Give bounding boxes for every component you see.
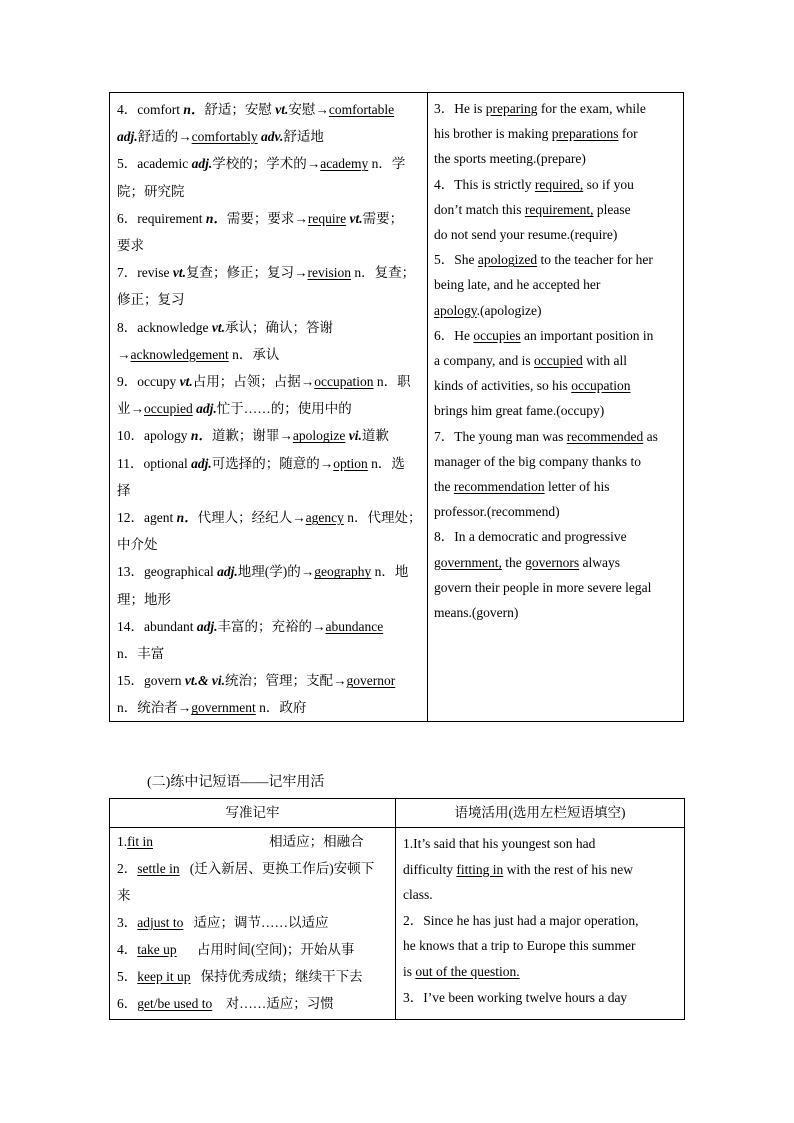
exercise-line: being late, and he accepted her [434,277,601,293]
phrase-table-header-right: 语境活用(选用左栏短语填空) [396,799,684,828]
vocab-line: n．丰富 [117,646,165,662]
vocab-line: 业→occupied adj.忙于……的；使用中的 [117,401,352,417]
vocab-line: →acknowledgement n．承认 [117,346,280,362]
vocab-line: 9．occupy vt.占用；占领；占据→occupation n．职 [117,374,411,390]
exercise-line: the sports meeting.(prepare) [434,151,586,167]
vocab-line: 6．requirement n．需要；要求→require vt.需要； [117,210,404,226]
vocab-line: adj.舒适的→comfortably adv.舒适地 [117,129,324,145]
exercise-line: govern their people in more severe legal [434,579,652,595]
exercise-line: don’t match this requirement, please [434,201,631,217]
exercise-line: he knows that a trip to Europe this summer [403,938,636,954]
vocab-line: 理；地形 [117,591,171,607]
vocab-line: 院；研究院 [117,183,185,199]
phrase-table [109,798,685,1020]
exercise-line: 1.It’s said that his youngest son had [403,836,596,851]
phrase-list [110,828,396,1019]
phrase-exercise-list [396,828,684,1019]
exercise-line: a company, and is occupied with all [434,353,627,369]
vocabulary-table [109,92,684,722]
phrase-row: 2．settle in (迁入新居、更换工作后)安顿下 [117,861,375,876]
exercise-line: 5．She apologized to the teacher for her [434,252,653,268]
phrase-row: 4．take up 占用时间(空间)；开始从事 [117,942,355,957]
exercise-line: his brother is making preparations for [434,126,638,142]
vocab-line: 要求 [117,238,144,254]
phrase-table-header-left: 写准记牢 [110,799,396,828]
vocab-line: 10．apology n．道歉；谢罪→apologize vi.道歉 [117,428,389,444]
exercise-line: brings him great fame.(occupy) [434,403,605,419]
vocabulary-exercise-list [428,93,683,721]
vocab-line: 13．geographical adj.地理(学)的→geography n．地 [117,564,409,580]
phrase-row: 6．get/be used to 对……适应；习惯 [117,996,334,1011]
exercise-line: is out of the question. [403,963,520,979]
section-heading: (二)练中记短语——记牢用活 [147,775,325,790]
vocab-line: 8．acknowledge vt.承认；确认；答谢 [117,319,333,335]
exercise-line: the recommendation letter of his [434,479,610,495]
exercise-line: 3．He is preparing for the exam, while [434,101,646,116]
vocab-line: 15．govern vt.& vi.统治；管理；支配→governor [117,673,396,689]
phrase-row: 1.fit in 相适应；相融合 [117,834,364,849]
exercise-line: 2．Since he has just had a major operation, [403,912,639,928]
vocab-line: 择 [117,482,131,498]
exercise-line: professor.(recommend) [434,504,560,520]
phrase-row: 3．adjust to 适应；调节……以适应 [117,915,329,930]
phrase-row: 来 [117,888,131,903]
vocab-line: 4．comfort n．舒适；安慰 vt.安慰→comfortable [117,102,395,117]
exercise-line: 4．This is strictly required, so if you [434,176,634,192]
exercise-line: 7．The young man was recommended as [434,428,658,444]
vocab-line: 14．abundant adj.丰富的；充裕的→abundance [117,618,384,634]
phrase-row: 5．keep it up 保持优秀成绩；继续干下去 [117,969,363,984]
vocab-line: 7．revise vt.复查；修正；复习→revision n．复查； [117,265,416,281]
vocab-line: 修正；复习 [117,292,185,308]
exercise-line: government, the governors always [434,554,620,570]
exercise-line: do not send your resume.(require) [434,227,618,243]
exercise-line: class. [403,887,433,903]
exercise-line: apology.(apologize) [434,302,542,318]
vocab-line: 5．academic adj.学校的；学术的→academy n．学 [117,156,406,172]
vocab-line: 中介处 [117,537,158,553]
vocab-line: 12．agent n．代理人；经纪人→agency n．代理处； [117,510,421,526]
exercise-line: 6．He occupies an important position in [434,327,654,343]
vocab-line: n．统治者→government n．政府 [117,700,307,716]
exercise-line: difficulty fitting in with the rest of his new [403,861,633,877]
exercise-line: manager of the big company thanks to [434,453,641,469]
exercise-line: 3．I’ve been working twelve hours a day [403,989,628,1005]
exercise-line: 8．In a democratic and progressive [434,529,627,545]
exercise-line: kinds of activities, so his occupation [434,378,631,394]
vocabulary-word-list [110,93,428,721]
exercise-line: means.(govern) [434,605,519,621]
vocab-line: 11．optional adj.可选择的；随意的→option n．选 [117,455,405,471]
